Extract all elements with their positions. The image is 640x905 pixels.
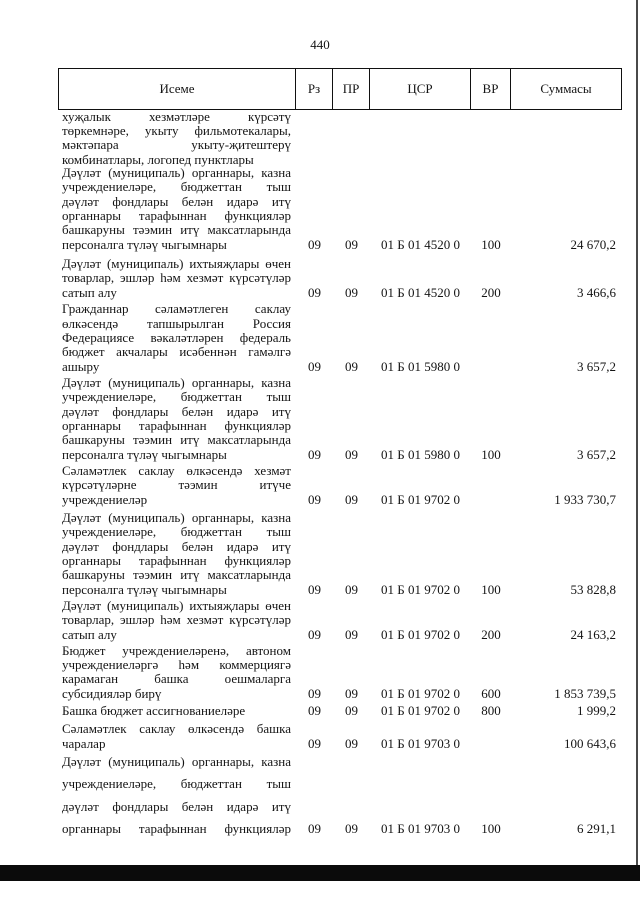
item-name-line: органнары тарафыннан функцияләр xyxy=(62,552,291,568)
subsection-code: 09 xyxy=(345,702,358,718)
header-pr: ПР xyxy=(333,69,370,109)
section-code: 09 xyxy=(308,446,321,462)
amount: 1 933 730,7 xyxy=(554,491,616,507)
item-name-line: субсидияләр бирү xyxy=(62,685,162,701)
amount: 100 643,6 xyxy=(564,735,616,751)
item-name-line: товарлар, эшләр һәм хезмәт күрсәтүләр xyxy=(62,612,291,628)
item-name xyxy=(62,376,291,462)
item-name-line: чаралар xyxy=(62,735,106,751)
item-name-line: органнары тарафыннан функцияләр xyxy=(62,821,291,837)
item-name-line: органнары тарафыннан функцияләр xyxy=(62,207,291,223)
item-name-line: Дәүләт (муниципаль) ихтыяҗлары өчен xyxy=(62,256,291,271)
header-csr: ЦСР xyxy=(370,69,471,109)
item-name-line: башкаруны тәэмин итү максатларында xyxy=(62,432,291,448)
section-code: 09 xyxy=(308,735,321,751)
header-vr: ВР xyxy=(471,69,511,109)
target-article-code: 01 Б 01 9702 0 xyxy=(381,581,460,597)
item-name xyxy=(62,110,291,168)
item-name-line: учреждениеләре, бюджеттан тыш xyxy=(62,179,291,195)
item-name-line: Сәламәтлек саклау өлкәсендә хезмәт xyxy=(62,463,291,478)
expense-type-code: 200 xyxy=(481,626,501,642)
target-article-code: 01 Б 01 4520 0 xyxy=(381,236,460,252)
item-name-line: дәүләт фондлары белән идарә итү xyxy=(62,193,291,209)
subsection-code: 09 xyxy=(345,821,358,837)
item-name-line: дәүләт фондлары белән идарә итү xyxy=(62,798,291,814)
subsection-code: 09 xyxy=(345,626,358,642)
item-name-line: дәүләт фондлары белән идарә итү xyxy=(62,538,291,554)
section-code: 09 xyxy=(308,581,321,597)
table-row xyxy=(0,302,640,374)
item-name xyxy=(62,751,291,841)
target-article-code: 01 Б 01 5980 0 xyxy=(381,358,460,374)
subsection-code: 09 xyxy=(345,491,358,507)
item-name-line: өлкәсендә тапшырылган Россия xyxy=(62,315,291,331)
amount: 6 291,1 xyxy=(577,821,616,837)
expense-type-code: 100 xyxy=(481,581,501,597)
item-name-line: башкаруны тәэмин итү максатларында xyxy=(62,222,291,238)
table-header xyxy=(58,68,622,110)
subsection-code: 09 xyxy=(345,735,358,751)
subsection-code: 09 xyxy=(345,358,358,374)
item-name xyxy=(62,464,291,507)
header-sum: Суммасы xyxy=(540,81,592,96)
item-name-line: персоналга түләү чыгымнары xyxy=(62,236,227,252)
table-row xyxy=(0,511,640,597)
section-code: 09 xyxy=(308,491,321,507)
header-name: Исеме xyxy=(59,69,296,109)
table-row xyxy=(0,599,640,642)
item-name xyxy=(62,166,291,252)
item-name-line: мәктәпара укыту-җитештерү xyxy=(62,137,291,153)
page-number: 440 xyxy=(310,37,330,52)
table-row xyxy=(0,110,640,168)
item-name-line: Дәүләт (муниципаль) органнары, казна xyxy=(62,753,291,769)
table-row xyxy=(0,257,640,300)
amount: 1 999,2 xyxy=(577,702,616,718)
table-row xyxy=(0,704,640,718)
target-article-code: 01 Б 01 9702 0 xyxy=(381,702,460,718)
amount: 24 163,2 xyxy=(570,626,616,642)
item-name-line: Дәүләт (муниципаль) ихтыяҗлары өчен xyxy=(62,598,291,613)
expense-type-code: 100 xyxy=(481,446,501,462)
item-name-line: Сәламәтлек саклау өлкәсендә башка xyxy=(62,721,291,737)
amount: 1 853 739,5 xyxy=(554,685,616,701)
item-name-line: Дәүләт (муниципаль) органнары, казна xyxy=(62,374,291,390)
table-row xyxy=(0,751,640,841)
item-name xyxy=(62,722,291,751)
expense-type-code: 800 xyxy=(481,702,501,718)
item-name-line: Бюджет учреждениеләренә, автоном xyxy=(62,642,291,658)
item-name-line: учреждениеләргә һәм коммерциягә xyxy=(62,656,291,672)
item-name-line: Дәүләт (муниципаль) органнары, казна xyxy=(62,164,291,180)
expense-type-code: 600 xyxy=(481,685,501,701)
item-name-line: Башка бюджет ассигнованиеләре xyxy=(62,702,246,718)
item-name xyxy=(62,257,291,300)
scan-edge-line xyxy=(636,0,638,865)
target-article-code: 01 Б 01 9702 0 xyxy=(381,626,460,642)
subsection-code: 09 xyxy=(345,446,358,462)
item-name-line: органнары тарафыннан функцияләр xyxy=(62,417,291,433)
item-name-line: Гражданнар сәламәтлеген саклау xyxy=(62,301,291,317)
item-name-line: башкаруны тәэмин итү максатларында xyxy=(62,567,291,583)
section-code: 09 xyxy=(308,236,321,252)
item-name-line: учреждениеләре, бюджеттан тыш xyxy=(62,389,291,405)
item-name-line: персоналга түләү чыгымнары xyxy=(62,581,227,597)
target-article-code: 01 Б 01 5980 0 xyxy=(381,446,460,462)
target-article-code: 01 Б 01 9702 0 xyxy=(381,685,460,701)
item-name-line: бюджет акчалары исәбеннән гамәлгә xyxy=(62,344,291,360)
section-code: 09 xyxy=(308,626,321,642)
table-row xyxy=(0,722,640,751)
item-name xyxy=(62,644,291,702)
item-name-line: комбинатлары, логопед пунктлары xyxy=(62,151,254,167)
subsection-code: 09 xyxy=(345,284,358,300)
expense-type-code: 200 xyxy=(481,284,501,300)
item-name-line: персоналга түләү чыгымнары xyxy=(62,446,227,462)
item-name-line: сатып алу xyxy=(62,284,117,300)
expense-type-code: 100 xyxy=(481,821,501,837)
expense-type-code: 100 xyxy=(481,236,501,252)
item-name-line: учреждениеләре, бюджеттан тыш xyxy=(62,524,291,540)
section-code: 09 xyxy=(308,284,321,300)
item-name-line: учреждениеләре, бюджеттан тыш xyxy=(62,776,291,792)
scan-edge-bar xyxy=(0,865,640,881)
item-name-line: учреждениеләр xyxy=(62,491,148,507)
item-name-line: карамаган башка оешмаларга xyxy=(62,671,291,687)
subsection-code: 09 xyxy=(345,236,358,252)
amount: 3 657,2 xyxy=(577,358,616,374)
subsection-code: 09 xyxy=(345,685,358,701)
item-name-line: ашыру xyxy=(62,358,100,374)
amount: 24 670,2 xyxy=(570,236,616,252)
item-name xyxy=(62,302,291,374)
target-article-code: 01 Б 01 4520 0 xyxy=(381,284,460,300)
item-name-line: төркемнәре, укыту фильмотекалары, xyxy=(62,122,291,138)
table-row xyxy=(0,464,640,507)
item-name-line: сатып алу xyxy=(62,626,117,642)
amount: 3 466,6 xyxy=(577,284,616,300)
section-code: 09 xyxy=(308,685,321,701)
amount: 53 828,8 xyxy=(570,581,616,597)
item-name-line: Федерациясе вәкаләтләрен федераль xyxy=(62,329,291,345)
table-row xyxy=(0,644,640,702)
target-article-code: 01 Б 01 9702 0 xyxy=(381,491,460,507)
item-name xyxy=(62,704,291,718)
target-article-code: 01 Б 01 9703 0 xyxy=(381,821,460,837)
section-code: 09 xyxy=(308,358,321,374)
table-row xyxy=(0,376,640,462)
target-article-code: 01 Б 01 9703 0 xyxy=(381,735,460,751)
table-row xyxy=(0,166,640,252)
section-code: 09 xyxy=(308,821,321,837)
item-name xyxy=(62,599,291,642)
item-name-line: хуҗалык хезмәтләре күрсәтү xyxy=(62,108,291,124)
amount: 3 657,2 xyxy=(577,446,616,462)
item-name-line: күрсәтүләрне тәэмин итүче xyxy=(62,477,291,493)
item-name-line: дәүләт фондлары белән идарә итү xyxy=(62,403,291,419)
item-name-line: товарлар, эшләр һәм хезмәт күрсәтүләр xyxy=(62,270,291,286)
subsection-code: 09 xyxy=(345,581,358,597)
item-name-line: Дәүләт (муниципаль) органнары, казна xyxy=(62,509,291,525)
header-rz: Рз xyxy=(296,69,333,109)
section-code: 09 xyxy=(308,702,321,718)
item-name xyxy=(62,511,291,597)
